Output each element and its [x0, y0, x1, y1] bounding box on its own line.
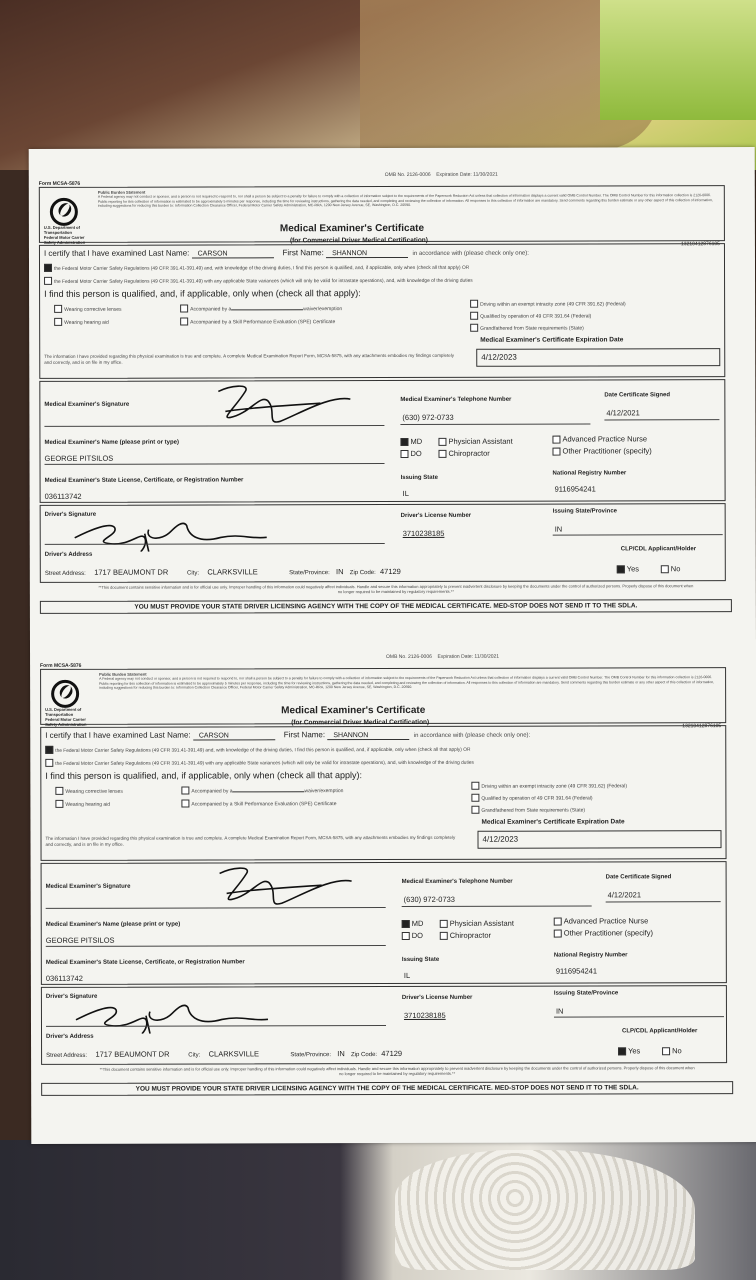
sdla-banner: YOU MUST PROVIDE YOUR STATE DRIVER LICENSING AGENCY WITH THE COPY OF THE MEDICAL CERTIFICATE. MED-STOP DOES NOT SEND IT TO THE SDLA. [41, 1081, 733, 1096]
background-lace [395, 1150, 695, 1270]
spe-checkbox[interactable] [181, 799, 189, 807]
dot-logo-icon [51, 680, 79, 708]
driver-city[interactable]: CLARKSVILLE [208, 1049, 260, 1059]
examiner-issuing-state[interactable]: IL [403, 970, 411, 980]
expiration-date-field[interactable]: 4/12/2023 [477, 830, 721, 849]
first-name-field[interactable]: SHANNON [327, 732, 409, 740]
omb-line: OMB No. 2126-0006 Expiration Date: 11/30/2021 [384, 171, 498, 179]
form-number: Form MCSA-5876 [38, 180, 81, 187]
date-line [604, 419, 719, 420]
examiner-section [41, 861, 727, 985]
federal-checkbox[interactable] [44, 264, 52, 272]
other-checkbox[interactable] [554, 930, 562, 938]
driver-street[interactable]: 1717 BEAUMONT DR [95, 1049, 170, 1059]
driver-license[interactable]: 3710238185 [403, 1010, 446, 1020]
form-number: Form MCSA-5876 [40, 662, 82, 669]
driver-license[interactable]: 3710238185 [402, 528, 445, 538]
chiro-option: Chiropractor [438, 449, 489, 458]
sdla-banner: YOU MUST PROVIDE YOUR STATE DRIVER LICENSING AGENCY WITH THE COPY OF THE MEDICAL CERTIFICATE. MED-STOP DOES NOT SEND IT TO THE SDLA. [40, 599, 732, 614]
examiner-phone[interactable]: (630) 972-0733 [402, 412, 454, 422]
cond-lenses: Wearing corrective lenses [55, 786, 122, 795]
pa-option: Physician Assistant [440, 919, 514, 928]
attestation-text: The information I have provided regarding this physical examination is true and complete. A complete Medical Examination Report Form, MCSA-5875, with any attachments embodies my findings completely and correctly, and is on file in my office. [45, 834, 456, 847]
clp-no-checkbox[interactable] [661, 565, 669, 573]
cond-zone: Driving within an exempt intracity zone (49 CFR 391.62) (Federal) [470, 298, 626, 307]
driver-address-label: Driver's Address [44, 551, 93, 558]
examiner-issuing-state[interactable]: IL [402, 488, 409, 498]
clp-yes-option: Yes [617, 564, 639, 573]
certify-line: I certify that I have examined Last Name: CARSON First Name: SHANNON in accordance with (please check only one): [43, 248, 529, 258]
accompanied-checkbox[interactable] [181, 786, 189, 794]
examiner-name[interactable]: GEORGE PITSILOS [45, 935, 115, 945]
do-checkbox[interactable] [402, 932, 410, 940]
exam-section [39, 243, 725, 379]
header-box [40, 667, 726, 730]
cond-operation: Qualified by operation of 49 CFR 391.64 (Federal) [470, 310, 591, 319]
issuing-state-label: Issuing State [401, 956, 440, 963]
medical-certificate-copy [36, 649, 749, 1119]
driver-issuing-label: Issuing State/Province [553, 990, 619, 997]
cond-operation: Qualified by operation of 49 CFR 391.64 (Federal) [471, 792, 592, 801]
do-checkbox[interactable] [400, 450, 408, 458]
cond-grandfathered: Grandfathered from State requirements (State) [471, 804, 585, 813]
certify-line: I certify that I have examined Last Name: CARSON First Name: SHANNON in accordance with (please check only one): [45, 730, 531, 740]
driver-address-line: Street Address: 1717 BEAUMONT DR City: CLARKSVILLE State/Province: IN Zip Code: 47129 [46, 1048, 403, 1059]
cond-accompanied: Accompanied by a waiver/exemption [180, 303, 342, 312]
name-line [45, 463, 385, 465]
burden-statement: Public Burden Statement A Federal agency may not conduct or sponsor, and a person is not required to respond to, nor shall a person be subject to a penalty for failure to comply with a collection of information subject to the requirements of the Paperwork Reduction Act unless that collection of information displays a current valid OMB Control Number. The OMB Control Number for this information collection is 2126-0006. Public reporting for this collection of information is estimated to be approximately 5 minutes per response, including the time for reviewing instructions, gathering the data needed, and completing and reviewing the collection of information. All responses to this collection of information are mandatory. Send comments regarding this burden estimate or any other aspect of this collection of information, including suggestions for reducing this burden to: Information Collection Clearance Officer, Federal Motor Carrier Safety Administration, MC-RRA, 1200 New Jersey Avenue, SE, Washington, D.C. 20590. [99, 671, 715, 690]
cond-lenses: Wearing corrective lenses [54, 304, 121, 313]
pa-option: Physician Assistant [438, 437, 512, 446]
examiner-signature-label: Medical Examiner's Signature [44, 401, 130, 408]
apn-option: Advanced Practice Nurse [554, 916, 649, 925]
examiner-signature-image [192, 863, 362, 911]
license-label: Medical Examiner's State License, Certificate, or Registration Number [45, 959, 245, 966]
driver-state[interactable]: IN [337, 1049, 345, 1059]
issuing-state-label: Issuing State [400, 474, 438, 481]
chiro-option: Chiropractor [440, 931, 491, 940]
date-signed-label: Date Certificate Signed [605, 874, 672, 881]
driver-issuing[interactable]: IN [555, 1006, 564, 1016]
spe-checkbox[interactable] [180, 317, 188, 325]
examiner-signature-image [190, 381, 360, 429]
omb-line: OMB No. 2126-0006 Expiration Date: 11/30/2021 [386, 653, 500, 661]
other-option: Other Practitioner (specify) [552, 446, 651, 455]
driver-license-label: Driver's License Number [400, 512, 472, 519]
cond-spe: Accompanied by a Skill Performance Evaluation (SPE) Certificate [181, 798, 336, 807]
driver-address-line: Street Address: 1717 BEAUMONT DR City: CLARKSVILLE State/Province: IN Zip Code: 47129 [44, 566, 401, 577]
registry-label: National Registry Number [552, 470, 627, 477]
cond-hearing: Wearing hearing aid [54, 317, 109, 326]
certificate-title: Medical Examiner's Certificate [279, 222, 425, 235]
registry-number[interactable]: 9116954241 [555, 966, 598, 976]
apn-option: Advanced Practice Nurse [552, 434, 647, 443]
burden-statement: Public Burden Statement A Federal agency may not conduct or sponsor, and a person is not required to respond to, nor shall a person be subject to a penalty for failure to comply with a collection of information subject to the requirements of the Paperwork Reduction Act unless that collection of information displays a current valid OMB Control Number. The OMB Control Number for this information collection is 2126-0006. Public reporting for this collection of information is estimated to be approximately 5 minutes per response, including the time for reviewing instructions, gathering the data needed, and completing and reviewing the collection of information. All responses to this collection of information are mandatory. Send comments regarding this burden estimate or any other aspect of this collection of information, including suggestions for reducing this burden to: Information Collection Clearance Officer, Federal Motor Carrier Safety Administration, MC-RRA, 1200 New Jersey Avenue, SE, Washington, D.C. 20590. [97, 189, 713, 208]
control-number: 13210412876105 [681, 241, 720, 248]
issuing-line [553, 534, 723, 535]
examiner-name[interactable]: GEORGE PITSILOS [44, 453, 114, 463]
clp-no-option: No [661, 564, 681, 573]
driver-city[interactable]: CLARKSVILLE [207, 567, 258, 577]
cond-zone: Driving within an exempt intracity zone (49 CFR 391.62) (Federal) [471, 780, 627, 789]
hearing-checkbox[interactable] [54, 318, 62, 326]
pa-checkbox[interactable] [438, 438, 446, 446]
grandfathered-checkbox[interactable] [470, 324, 478, 332]
clp-yes-checkbox[interactable] [618, 1047, 626, 1055]
certificate-title: Medical Examiner's Certificate [281, 704, 426, 717]
chiro-checkbox[interactable] [438, 450, 446, 458]
driver-zip[interactable]: 47129 [381, 1048, 403, 1059]
driver-zip[interactable]: 47129 [379, 566, 401, 577]
medical-certificate-copy [35, 167, 748, 637]
clp-yes-option: Yes [618, 1046, 640, 1055]
md-checkbox[interactable] [402, 920, 410, 928]
sensitivity-notice: **This document contains sensitive information and is for official use only. Improper handling of this information could negatively affect individuals. Handle and secure this information appropriately to prevent inadvertent disclosure by keeping the documents under the control of authorized persons. Properly dispose of this document when no longer required to be maintained by regulatory requirements.** [99, 1065, 695, 1077]
driver-section [41, 985, 727, 1065]
registry-label: National Registry Number [553, 952, 628, 959]
driver-section [40, 503, 726, 583]
federal-checkbox[interactable] [45, 746, 53, 754]
issuing-line [554, 1016, 724, 1017]
chiro-checkbox[interactable] [440, 932, 448, 940]
driver-signature-label: Driver's Signature [44, 511, 97, 518]
driver-street[interactable]: 1717 BEAUMONT DR [94, 567, 169, 577]
phone-line [400, 423, 590, 424]
accompanied-checkbox[interactable] [180, 304, 188, 312]
expiration-label: Medical Examiner's Certificate Expiration Date [480, 336, 624, 344]
driver-issuing[interactable]: IN [554, 524, 563, 534]
header-box [39, 185, 725, 248]
pa-checkbox[interactable] [440, 920, 448, 928]
background-plant [600, 0, 756, 120]
examiner-signature-label: Medical Examiner's Signature [45, 883, 131, 890]
apn-checkbox[interactable] [552, 436, 560, 444]
md-option: MD [400, 437, 422, 446]
operation-checkbox[interactable] [471, 794, 479, 802]
cond-grandfathered: Grandfathered from State requirements (State) [470, 322, 584, 331]
driver-state[interactable]: IN [336, 567, 344, 577]
cond-hearing: Wearing hearing aid [55, 799, 110, 808]
other-checkbox[interactable] [552, 448, 560, 456]
name-line [46, 945, 386, 947]
md-option: MD [402, 919, 424, 928]
federal-option: the Federal Motor Carrier Safety Regulations (49 CFR 391.41-391.49) and, with knowledge of the driving duties, I find this person is qualified, and, if applicable, only when (check all that apply) OR [45, 744, 470, 754]
last-name-field[interactable]: CARSON [193, 732, 275, 740]
phone-line [402, 905, 592, 906]
zone-checkbox[interactable] [471, 782, 479, 790]
clp-yes-checkbox[interactable] [617, 565, 625, 573]
other-option: Other Practitioner (specify) [554, 928, 653, 937]
examiner-license[interactable]: 036113742 [45, 973, 83, 983]
examiner-license[interactable]: 036113742 [44, 491, 82, 501]
expiration-date-field[interactable]: 4/12/2023 [476, 348, 720, 367]
examiner-phone-label: Medical Examiner's Telephone Number [401, 878, 513, 885]
hearing-checkbox[interactable] [55, 800, 63, 808]
state-option: the Federal Motor Carrier Safety Regulations (49 CFR 391.41-391.49) with any applicable State variances (which will only be valid for intrastate operations), and, with knowledge of the driving duties [44, 275, 473, 285]
state-checkbox[interactable] [45, 759, 53, 767]
grandfathered-checkbox[interactable] [471, 806, 479, 814]
md-checkbox[interactable] [400, 438, 408, 446]
dot-logo-icon [50, 198, 78, 226]
control-number: 13210412876105 [682, 723, 722, 730]
date-line [606, 901, 721, 902]
clp-no-option: No [662, 1046, 682, 1055]
driver-signature-image [71, 507, 271, 552]
driver-signature-image [72, 989, 272, 1034]
driver-signature-label: Driver's Signature [45, 993, 98, 1000]
certificate-subtitle: (for Commercial Driver Medical Certification) [289, 236, 428, 245]
document-page [29, 147, 756, 1144]
date-signed-label: Date Certificate Signed [604, 392, 671, 399]
lenses-checkbox[interactable] [54, 305, 62, 313]
clp-label: CLP/CDL Applicant/Holder [622, 1028, 698, 1035]
clp-no-checkbox[interactable] [662, 1047, 670, 1055]
expiration-label: Medical Examiner's Certificate Expiration Date [481, 818, 625, 826]
examiner-phone[interactable]: (630) 972-0733 [403, 894, 455, 904]
license-label: Medical Examiner's State License, Certificate, or Registration Number [44, 477, 244, 484]
exam-section [40, 725, 726, 861]
operation-checkbox[interactable] [470, 312, 478, 320]
driver-issuing-label: Issuing State/Province [552, 508, 618, 515]
examiner-name-label: Medical Examiner's Name (please print or type) [44, 439, 179, 446]
find-qualified: I find this person is qualified, and, if applicable, only when (check all that apply): [45, 770, 363, 781]
background-photo-top [0, 0, 756, 170]
federal-option: the Federal Motor Carrier Safety Regulations (49 CFR 391.41-391.49) and, with knowledge of the driving duties, I find this person is qualified, and, if applicable, only when (check all that apply) OR [44, 262, 469, 272]
find-qualified: I find this person is qualified, and, if applicable, only when (check all that apply): [44, 288, 361, 299]
driver-address-label: Driver's Address [46, 1033, 94, 1040]
date-signed[interactable]: 4/12/2021 [607, 890, 642, 900]
cond-accompanied: Accompanied by a waiver/exemption [181, 785, 343, 794]
cond-spe: Accompanied by a Skill Performance Evaluation (SPE) Certificate [180, 316, 335, 325]
state-checkbox[interactable] [44, 277, 52, 285]
first-name-field[interactable]: SHANNON [326, 250, 408, 258]
lenses-checkbox[interactable] [55, 787, 63, 795]
examiner-section [39, 379, 725, 503]
do-option: DO [400, 449, 421, 458]
last-name-field[interactable]: CARSON [192, 250, 274, 258]
date-signed[interactable]: 4/12/2021 [606, 408, 640, 418]
examiner-name-label: Medical Examiner's Name (please print or type) [45, 921, 181, 928]
clp-label: CLP/CDL Applicant/Holder [620, 546, 697, 553]
registry-number[interactable]: 9116954241 [554, 484, 596, 494]
certificate-subtitle: (for Commercial Driver Medical Certification) [291, 718, 430, 727]
agency-name: U.S. Department of Transportation Federal Motor Carrier Safety Administration [43, 224, 86, 245]
driver-license-label: Driver's License Number [401, 994, 473, 1001]
state-option: the Federal Motor Carrier Safety Regulations (49 CFR 391.41-391.49) with any applicable State variances (which will only be valid for intrastate operations), and, with knowledge of the driving duties [45, 757, 474, 767]
agency-name: U.S. Department of Transportation Federal Motor Carrier Safety Administration [45, 706, 87, 727]
apn-checkbox[interactable] [554, 918, 562, 926]
do-option: DO [402, 931, 423, 940]
zone-checkbox[interactable] [470, 300, 478, 308]
sensitivity-notice: **This document contains sensitive information and is for official use only. Improper handling of this information could negatively affect individuals. Handle and secure this information appropriately to prevent inadvertent disclosure by keeping the documents under the control of authorized persons. Properly dispose of this document when no longer required to be maintained by regulatory requirements.** [98, 583, 694, 595]
attestation-text: The information I have provided regarding this physical examination is true and complete. A complete Medical Examination Report Form, MCSA-5875, with any attachments embodies my findings completely and correctly, and is on file in my office. [44, 352, 454, 365]
examiner-phone-label: Medical Examiner's Telephone Number [400, 396, 512, 403]
